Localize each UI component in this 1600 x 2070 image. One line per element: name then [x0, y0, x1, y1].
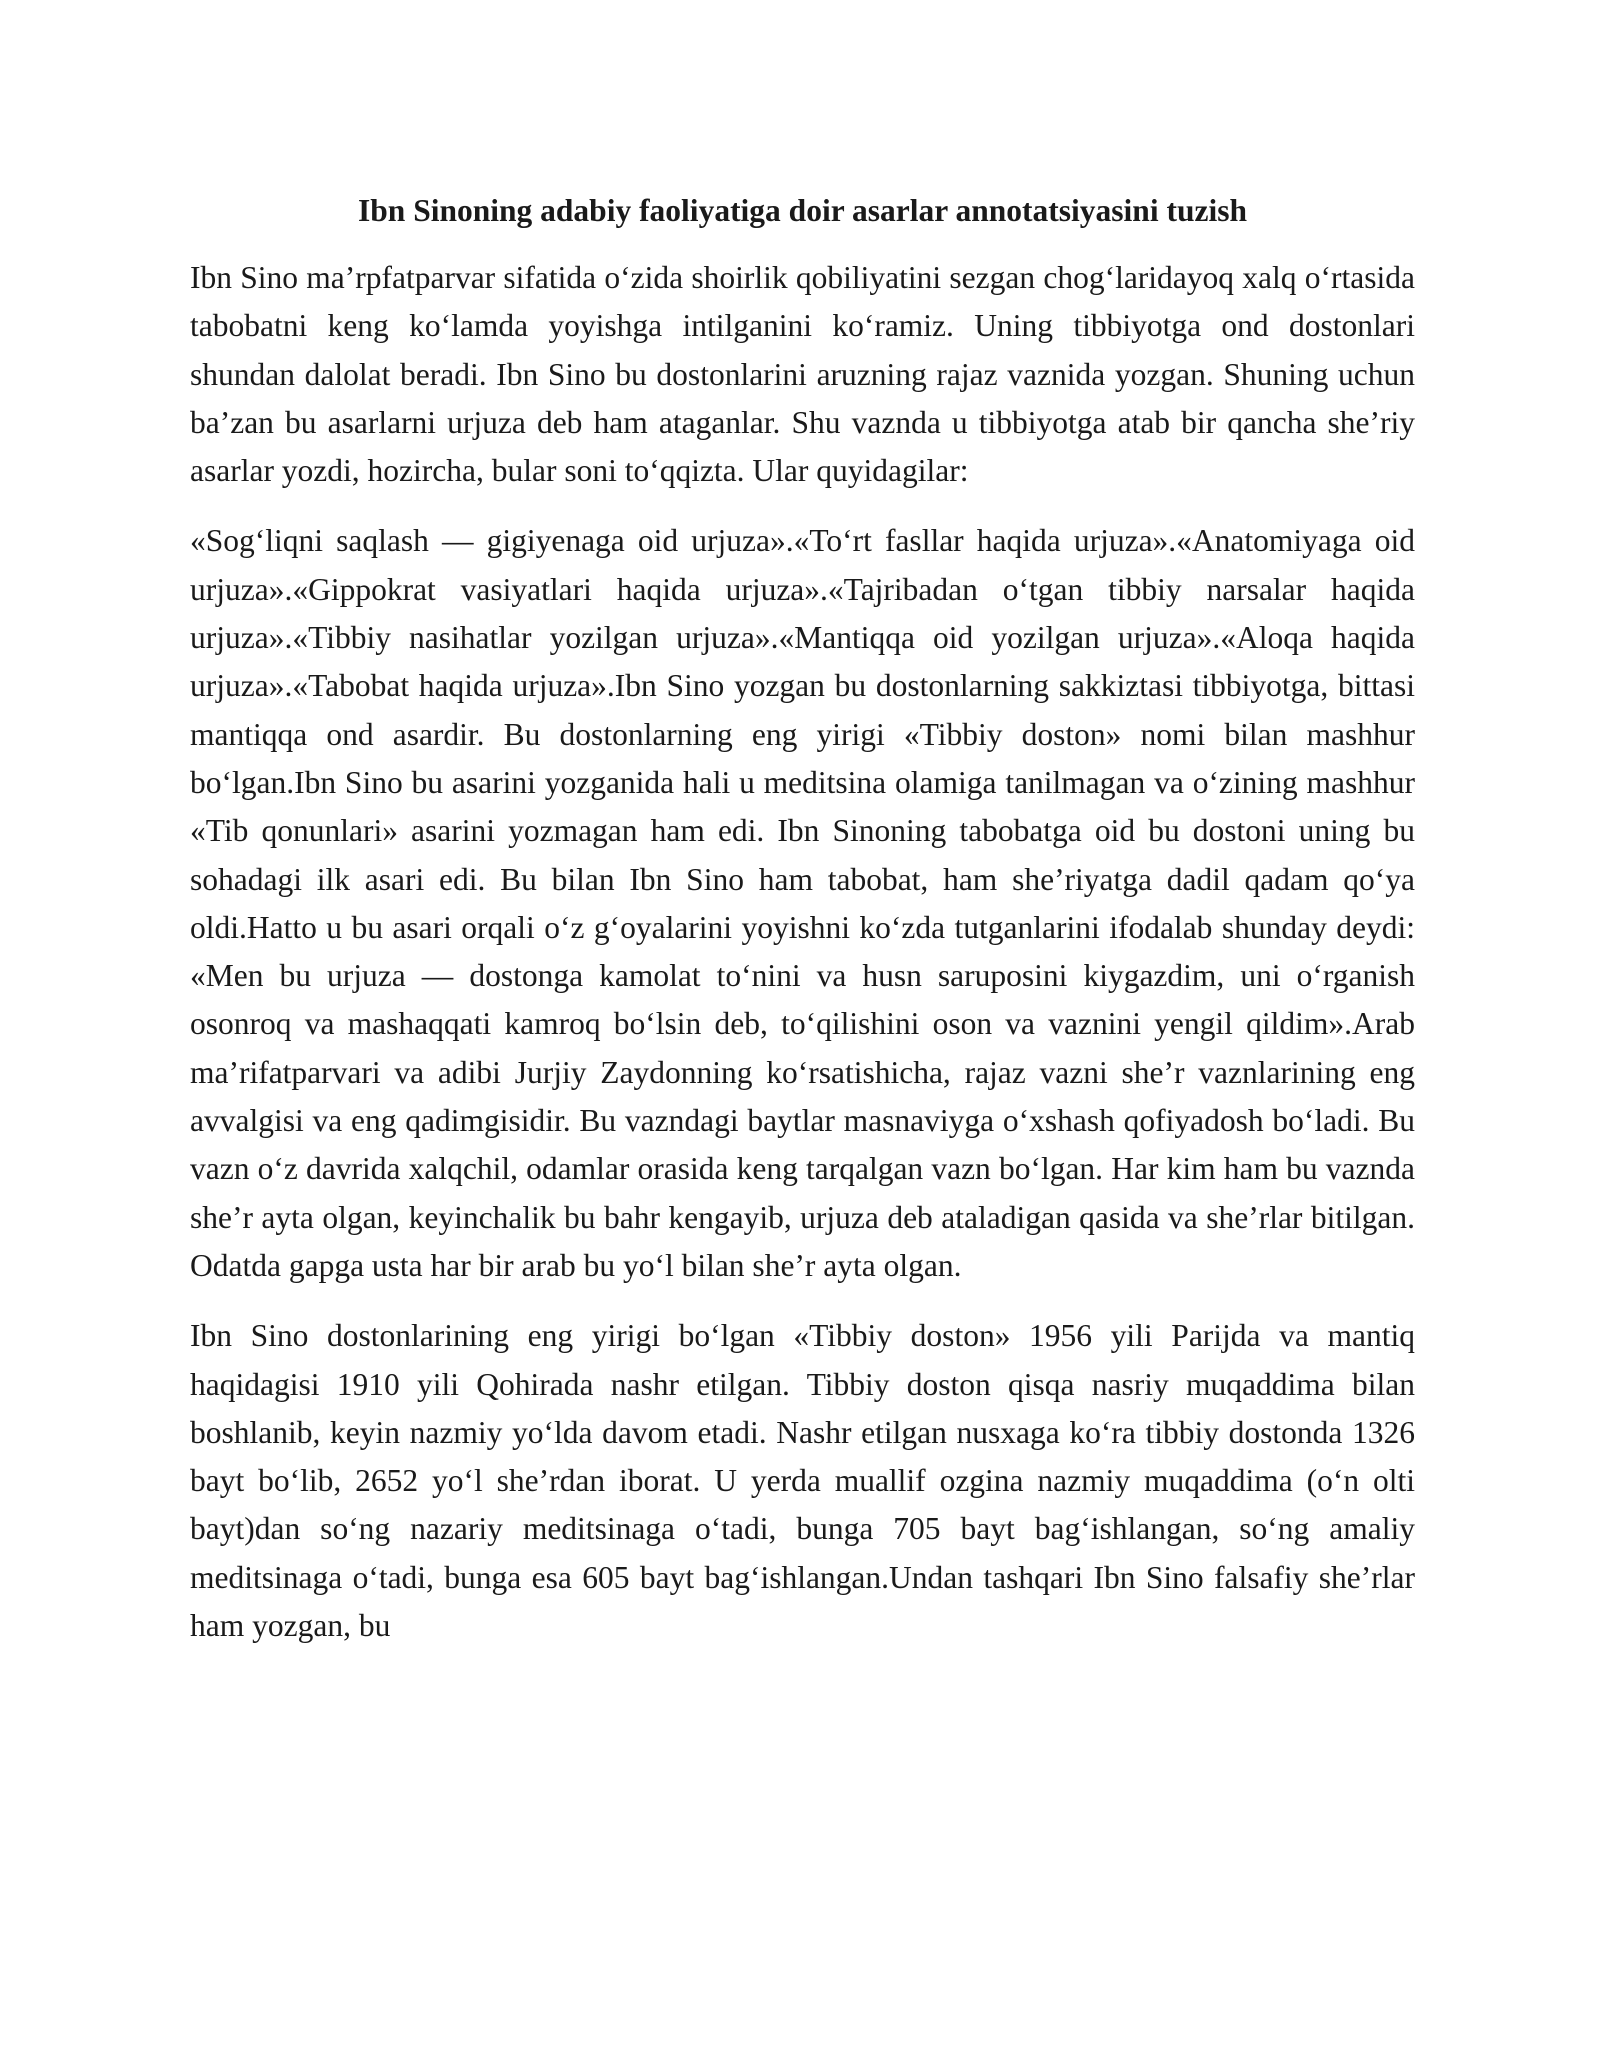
document-body: [190, 188, 1415, 1672]
paragraph-urjuza-list: «Sog‘liqni saqlash — gigiyenaga oid urjuza».«To‘rt fasllar haqida urjuza».«Anatomiyaga oid urjuza».«Gippokrat vasiyatlari haqida urjuza».«Tajribadan o‘tgan tibbiy narsalar haqida urjuza».«Tibbiy nasihatlar yozilgan urjuza».«Mantiqqa oid yozilgan urjuza».«Aloqa haqida urjuza».«Tabobat haqida urjuza».Ibn Sino yozgan bu dostonlarning sakkiztasi tibbiyotga, bittasi mantiqqa ond asardir. Bu dostonlarning eng yirigi «Tibbiy doston» nomi bilan mashhur bo‘lgan.Ibn Sino bu asarini yozganida hali u meditsina olamiga tanilmagan va o‘zining mashhur «Tib qonunlari» asarini yozmagan ham edi. Ibn Sinoning tabobatga oid bu dostoni uning bu sohadagi ilk asari edi. Bu bilan Ibn Sino ham tabobat, ham she’riyatga dadil qadam qo‘ya oldi.Hatto u bu asari orqali o‘z g‘oyalarini yoyishni ko‘zda tutganlarini ifodalab shunday deydi: «Men bu urjuza — dostonga kamolat to‘nini va husn saruposini kiygazdim, uni o‘rganish osonroq va mashaqqati kamroq bo‘lsin deb, to‘qilishini oson va vaznini yengil qildim».Arab ma’rifatparvari va adibi Jurjiy Zaydonning ko‘rsatishicha, rajaz vazni she’r vaznlarining eng avvalgisi va eng qadimgisidir. Bu vazndagi baytlar masnaviyga o‘xshash qofiyadosh bo‘ladi. Bu vazn o‘z davrida xalqchil, odamlar orasida keng tarqalgan vazn bo‘lgan. Har kim ham bu vaznda she’r ayta olgan, keyinchalik bu bahr kengayib, urjuza deb ataladigan qasida va she’rlar bitilgan. Odatda gapga usta har bir arab bu yo‘l bilan she’r ayta olgan.: [190, 523, 1415, 1283]
paragraph-tibbiy-doston: Ibn Sino dostonlarining eng yirigi bo‘lgan «Tibbiy doston» 1956 yili Parijda va mantiq haqidagisi 1910 yili Qohirada nashr etilgan. Tibbiy doston qisqa nasriy muqaddima bilan boshlanib, keyin nazmiy yo‘lda davom etadi. Nashr etilgan nusxaga ko‘ra tibbiy dostonda 1326 bayt bo‘lib, 2652 yo‘l she’rdan iborat. U yerda muallif ozgina nazmiy muqaddima (o‘n olti bayt)dan so‘ng nazariy meditsinaga o‘tadi, bunga 705 bayt bag‘ishlangan, so‘ng amaliy meditsinaga o‘tadi, bunga esa 605 bayt bag‘ishlangan.Undan tashqari Ibn Sino falsafiy she’rlar ham yozgan, bu: [190, 1318, 1415, 1644]
document-title: Ibn Sinoning adabiy faoliyatiga doir asarlar annotatsiyasini tuzish: [358, 193, 1247, 228]
paragraph-intro: Ibn Sino ma’rpfatparvar sifatida o‘zida shoirlik qobiliyatini sezgan chog‘laridayoq xalq o‘rtasida tabobatni keng ko‘lamda yoyishga intilganini ko‘ramiz. Uning tibbiyotga ond dostonlari shundan dalolat beradi. Ibn Sino bu dostonlarini aruzning rajaz vaznida yozgan. Shuning uchun ba’zan bu asarlarni urjuza deb ham ataganlar. Shu vaznda u tibbiyotga atab bir qancha she’riy asarlar yozdi, hozircha, bular soni to‘qqizta. Ular quyidagilar:: [190, 260, 1415, 489]
